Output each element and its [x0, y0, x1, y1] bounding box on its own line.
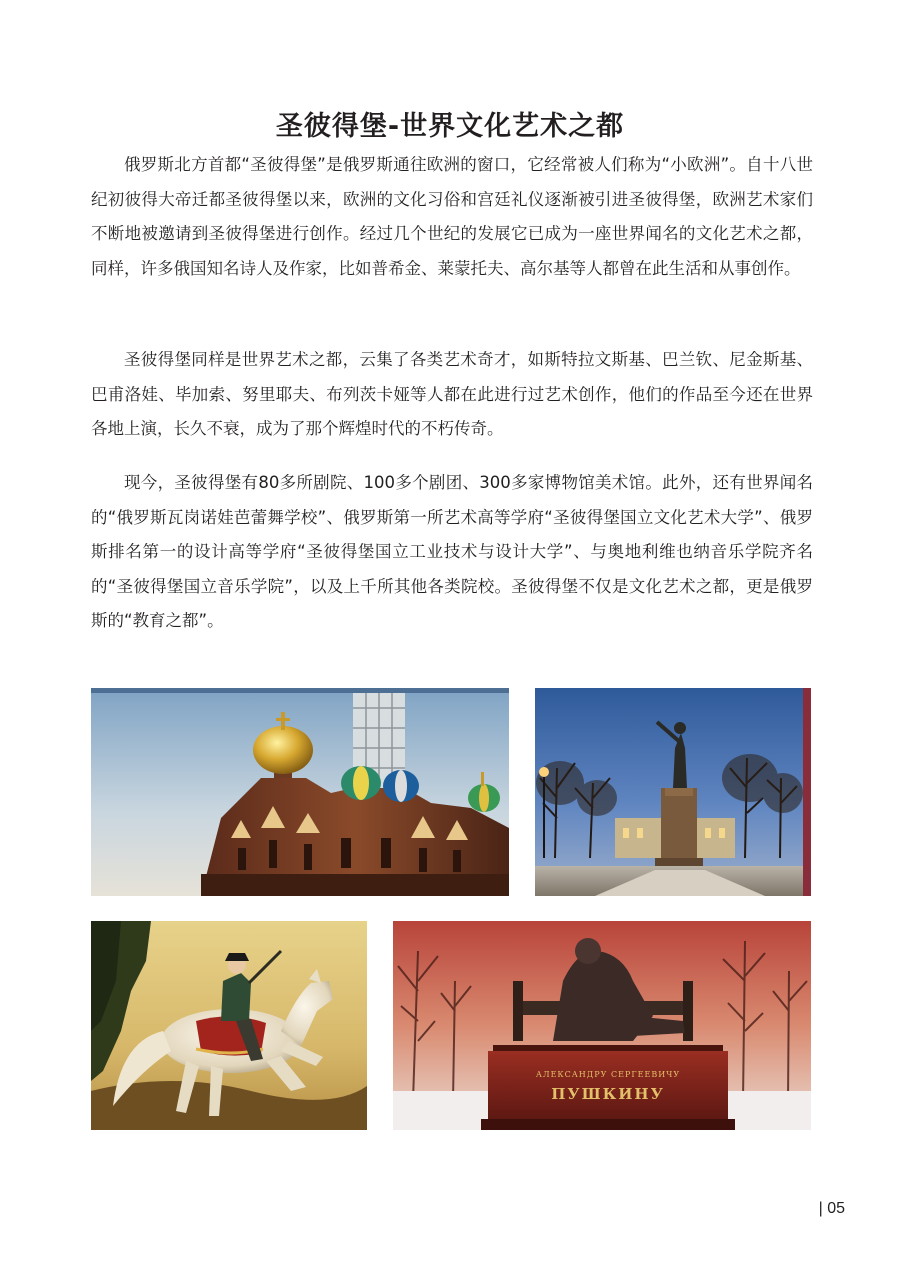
equestrian-portrait-photo	[91, 921, 367, 1130]
pushkin-winter-monument-photo	[393, 921, 811, 1130]
pedestal-inscription-line1: АЛЕКСАНДРУ СЕРГЕЕВИЧУ	[535, 1070, 681, 1079]
monument-dusk-photo	[535, 688, 811, 896]
page-title: 圣彼得堡-世界文化艺术之都	[275, 111, 625, 143]
paragraph-intro: 俄罗斯北方首都“圣彼得堡”是俄罗斯通往欧洲的窗口，它经常被人们称为“小欧洲”。自十八世纪初彼得大帝迁都圣彼得堡以来，欧洲的文化习俗和宫廷礼仪逐渐被引进圣彼得堡，欧洲艺术家们不断地被邀请到圣彼得堡进行创作。经过几个世纪的发展它已成为一座世界闻名的文化艺术之都，同样，许多俄国知名诗人及作家，比如普希金、莱蒙托夫、高尔基等人都曾在此生活和从事创作。	[91, 155, 813, 278]
cathedral-photo	[91, 688, 509, 896]
pedestal-inscription-line2: ПУШКИНУ	[551, 1085, 665, 1103]
paragraph-artists: 圣彼得堡同样是世界艺术之都，云集了各类艺术奇才，如斯特拉文斯基、巴兰钦、尼金斯基、巴甫洛娃、毕加索、努里耶夫、布列茨卡娅等人都在此进行过艺术创作，他们的作品至今还在世界各地上演，长久不衰，成为了那个辉煌时代的不朽传奇。	[91, 350, 813, 439]
paragraph-education: 现今，圣彼得堡有80多所剧院、100多个剧团、300多家博物馆美术馆。此外，还有世界闻名的“俄罗斯瓦岗诺娃芭蕾舞学校”、俄罗斯第一所艺术高等学府“圣彼得堡国立文化艺术大学”、俄罗斯排名第一的设计高等学府“圣彼得堡国立工业技术与设计大学”、与奥地利维也纳音乐学院齐名的“圣彼得堡国立音乐学院”，以及上千所其他各类院校。圣彼得堡不仅是文化艺术之都，更是俄罗斯的“教育之都”。	[91, 473, 813, 631]
page-number: | 05	[818, 1200, 845, 1217]
